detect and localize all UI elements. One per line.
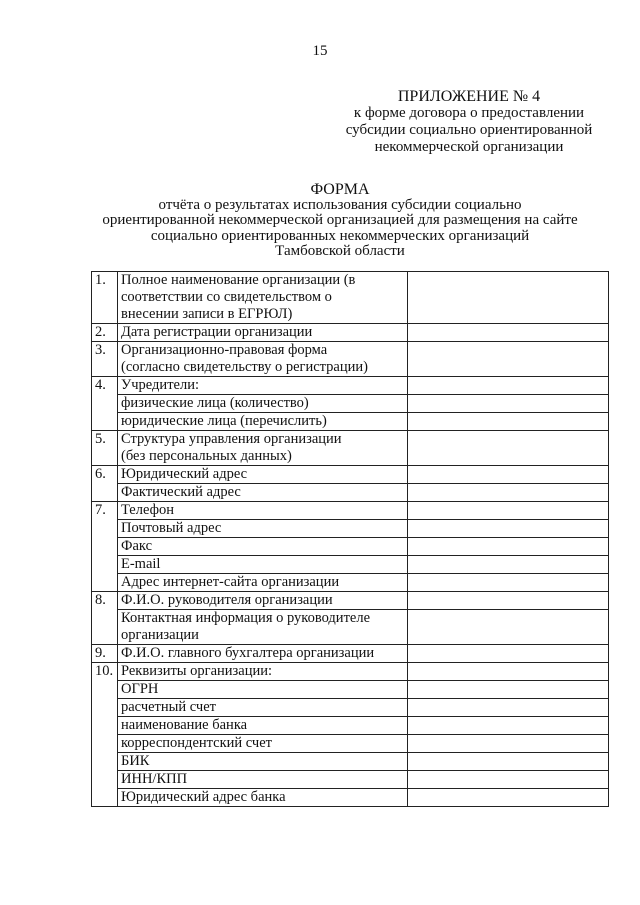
form-subtitle-line: отчёта о результатах использования субсидии социально bbox=[158, 196, 522, 213]
row-label bbox=[118, 735, 408, 753]
row-label bbox=[118, 681, 408, 699]
row-label-line: Юридический адрес bbox=[121, 466, 248, 482]
form-subtitle-line: Тамбовской области bbox=[275, 243, 405, 259]
row-label bbox=[118, 324, 408, 342]
row-label bbox=[118, 574, 408, 592]
row-label-line: внесении записи в ЕГРЮЛ) bbox=[121, 306, 293, 322]
row-label bbox=[118, 592, 408, 610]
row-number: 8. bbox=[92, 592, 118, 645]
row-value-cell[interactable] bbox=[408, 556, 609, 574]
row-number: 1. bbox=[92, 272, 118, 324]
row-value-cell[interactable] bbox=[408, 717, 609, 735]
table-row bbox=[92, 753, 609, 771]
appendix-line: к форме договора о предоставлении bbox=[353, 105, 585, 121]
row-label bbox=[118, 663, 408, 681]
row-value-cell[interactable] bbox=[408, 502, 609, 520]
row-label-line: БИК bbox=[121, 753, 150, 769]
appendix-header bbox=[334, 88, 604, 156]
row-value-cell[interactable] bbox=[408, 431, 609, 466]
row-label-line: (без персональных данных) bbox=[121, 448, 292, 464]
table-row bbox=[92, 466, 609, 484]
form-title: ФОРМА bbox=[310, 181, 370, 198]
row-value-cell[interactable] bbox=[408, 466, 609, 484]
table-row bbox=[92, 717, 609, 735]
row-label-line: Юридический адрес банка bbox=[121, 789, 286, 805]
row-label-line: Ф.И.О. руководителя организации bbox=[121, 592, 333, 608]
row-label bbox=[118, 789, 408, 807]
row-value-cell[interactable] bbox=[408, 681, 609, 699]
row-label-line: Полное наименование организации (в bbox=[121, 272, 356, 288]
row-label bbox=[118, 484, 408, 502]
table-row bbox=[92, 556, 609, 574]
row-label bbox=[118, 272, 408, 324]
row-label-line: Организационно-правовая форма bbox=[121, 342, 328, 358]
row-value-cell[interactable] bbox=[408, 771, 609, 789]
form-heading bbox=[70, 182, 610, 260]
row-value-cell[interactable] bbox=[408, 377, 609, 395]
row-value-cell[interactable] bbox=[408, 342, 609, 377]
row-label-line: наименование банка bbox=[121, 717, 248, 733]
row-label-line: юридические лица (перечислить) bbox=[121, 413, 327, 429]
appendix-title: ПРИЛОЖЕНИЕ № 4 bbox=[397, 88, 541, 105]
table-row bbox=[92, 735, 609, 753]
row-number: 6. bbox=[92, 466, 118, 502]
row-value-cell[interactable] bbox=[408, 520, 609, 538]
table-row bbox=[92, 324, 609, 342]
row-value-cell[interactable] bbox=[408, 484, 609, 502]
table-row bbox=[92, 574, 609, 592]
table-row bbox=[92, 413, 609, 431]
form-subtitle-line: социально ориентированных некоммерческих организаций bbox=[150, 227, 530, 244]
row-label-line: организации bbox=[121, 627, 199, 643]
row-label bbox=[118, 520, 408, 538]
row-value-cell[interactable] bbox=[408, 699, 609, 717]
row-label bbox=[118, 556, 408, 574]
row-value-cell[interactable] bbox=[408, 538, 609, 556]
row-label-line: Контактная информация о руководителе bbox=[121, 610, 371, 626]
row-value-cell[interactable] bbox=[408, 413, 609, 431]
row-value-cell[interactable] bbox=[408, 610, 609, 645]
table-row bbox=[92, 681, 609, 699]
row-value-cell[interactable] bbox=[408, 574, 609, 592]
row-value-cell[interactable] bbox=[408, 592, 609, 610]
row-label bbox=[118, 645, 408, 663]
row-label-line: Факс bbox=[121, 538, 153, 554]
row-label bbox=[118, 342, 408, 377]
row-value-cell[interactable] bbox=[408, 395, 609, 413]
row-number: 5. bbox=[92, 431, 118, 466]
table-row bbox=[92, 342, 609, 377]
report-form-table bbox=[91, 271, 609, 807]
table-row bbox=[92, 484, 609, 502]
row-label bbox=[118, 395, 408, 413]
row-label bbox=[118, 699, 408, 717]
row-label bbox=[118, 717, 408, 735]
row-label-line: ИНН/КПП bbox=[121, 771, 188, 787]
row-value-cell[interactable] bbox=[408, 735, 609, 753]
form-subtitle-line: ориентированной некоммерческой организацией для размещения на сайте bbox=[102, 212, 578, 228]
row-label-line: ОГРН bbox=[121, 681, 159, 697]
page-number: 15 bbox=[312, 43, 328, 59]
table-row bbox=[92, 395, 609, 413]
row-label-line: физические лица (количество) bbox=[121, 395, 309, 411]
row-number: 7. bbox=[92, 502, 118, 592]
table-row bbox=[92, 502, 609, 520]
table-row bbox=[92, 520, 609, 538]
row-label-line: Фактический адрес bbox=[121, 484, 241, 500]
row-label-line: Структура управления организации bbox=[121, 431, 342, 447]
table-row bbox=[92, 699, 609, 717]
row-label-line: Учредители: bbox=[121, 377, 199, 393]
row-label bbox=[118, 466, 408, 484]
row-label-line: Реквизиты организации: bbox=[121, 663, 273, 679]
row-value-cell[interactable] bbox=[408, 272, 609, 324]
row-number: 10. bbox=[92, 663, 118, 807]
row-label-line: E-mail bbox=[121, 556, 161, 572]
appendix-line: субсидии социально ориентированной bbox=[345, 122, 593, 138]
row-label bbox=[118, 502, 408, 520]
row-value-cell[interactable] bbox=[408, 753, 609, 771]
table-row bbox=[92, 645, 609, 663]
row-number: 9. bbox=[92, 645, 118, 663]
row-number: 3. bbox=[92, 342, 118, 377]
row-number: 2. bbox=[92, 324, 118, 342]
row-label-line: корреспондентский счет bbox=[121, 735, 272, 751]
row-label-line: Телефон bbox=[121, 502, 174, 518]
row-label bbox=[118, 413, 408, 431]
row-label bbox=[118, 610, 408, 645]
row-value-cell[interactable] bbox=[408, 645, 609, 663]
row-value-cell[interactable] bbox=[408, 663, 609, 681]
table-row bbox=[92, 592, 609, 610]
row-label-line: Адрес интернет-сайта организации bbox=[121, 574, 340, 590]
table-row bbox=[92, 610, 609, 645]
table-row bbox=[92, 663, 609, 681]
table-row bbox=[92, 789, 609, 807]
row-label-line: расчетный счет bbox=[121, 699, 216, 715]
table-row bbox=[92, 377, 609, 395]
row-value-cell[interactable] bbox=[408, 789, 609, 807]
table-row bbox=[92, 771, 609, 789]
row-label-line: (согласно свидетельству о регистрации) bbox=[121, 359, 368, 375]
row-label bbox=[118, 753, 408, 771]
row-label bbox=[118, 431, 408, 466]
row-label-line: соответствии со свидетельством о bbox=[121, 289, 332, 305]
row-number: 4. bbox=[92, 377, 118, 431]
row-label bbox=[118, 538, 408, 556]
row-label-line: Дата регистрации организации bbox=[121, 324, 313, 340]
row-label bbox=[118, 377, 408, 395]
table-row bbox=[92, 538, 609, 556]
row-value-cell[interactable] bbox=[408, 324, 609, 342]
row-label bbox=[118, 771, 408, 789]
row-label-line: Почтовый адрес bbox=[121, 520, 222, 536]
table-row bbox=[92, 431, 609, 466]
appendix-line: некоммерческой организации bbox=[374, 139, 564, 155]
table-row bbox=[92, 272, 609, 324]
row-label-line: Ф.И.О. главного бухгалтера организации bbox=[121, 645, 375, 661]
